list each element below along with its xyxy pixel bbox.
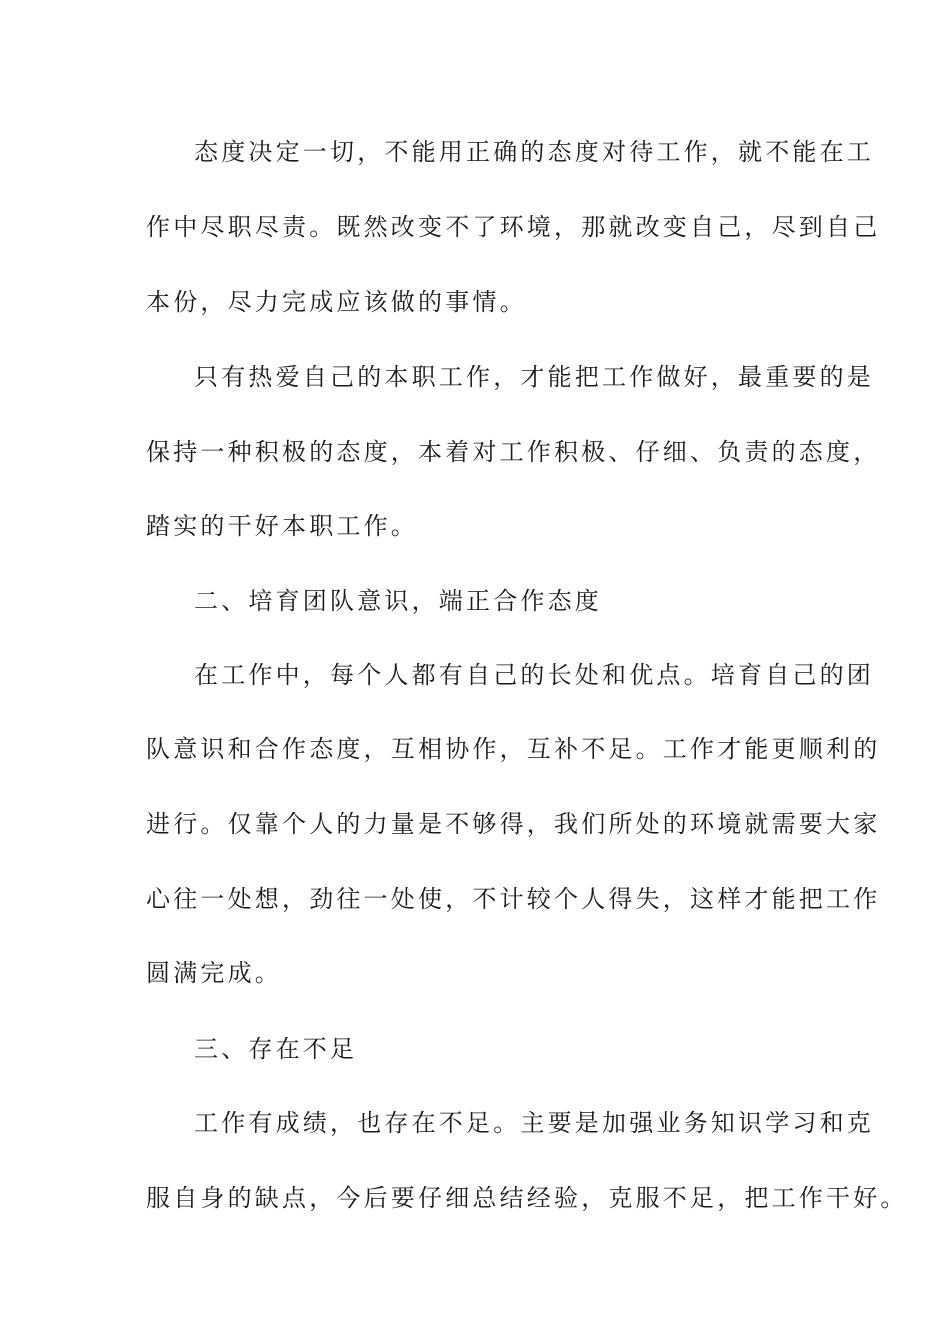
paragraph-2-line-3: 踏实的干好本职工作。 (146, 512, 418, 540)
paragraph-3-line-2: 队意识和合作态度，互相协作，互补不足。工作才能更顺利的 (146, 735, 881, 763)
paragraph-1-line-2: 作中尽职尽责。既然改变不了环境，那就改变自己，尽到自己 (146, 213, 881, 241)
paragraph-3-line-4: 心往一处想，劲往一处使，不计较个人得失，这样才能把工作 (146, 885, 881, 913)
paragraph-2-line-1: 只有热爱自己的本职工作，才能把工作做好，最重要的是 (194, 363, 874, 391)
paragraph-3-line-1: 在工作中，每个人都有自己的长处和优点。培育自己的团 (194, 661, 874, 689)
section-heading-2: 二、培育团队意识，端正合作态度 (194, 587, 602, 615)
paragraph-3-line-5: 圆满完成。 (146, 959, 282, 987)
paragraph-2-line-2: 保持一种积极的态度，本着对工作积极、仔细、负责的态度， (146, 438, 881, 466)
paragraph-4-line-2: 服自身的缺点，今后要仔细总结经验，克服不足，把工作干好。 (146, 1184, 908, 1212)
section-heading-3: 三、存在不足 (194, 1035, 358, 1063)
paragraph-1-line-1: 态度决定一切，不能用正确的态度对待工作，就不能在工 (194, 138, 874, 166)
paragraph-1-line-3: 本份，尽力完成应该做的事情。 (146, 288, 527, 316)
paragraph-3-line-3: 进行。仅靠个人的力量是不够得，我们所处的环境就需要大家 (146, 810, 881, 838)
paragraph-4-line-1: 工作有成绩，也存在不足。主要是加强业务知识学习和克 (194, 1109, 874, 1137)
